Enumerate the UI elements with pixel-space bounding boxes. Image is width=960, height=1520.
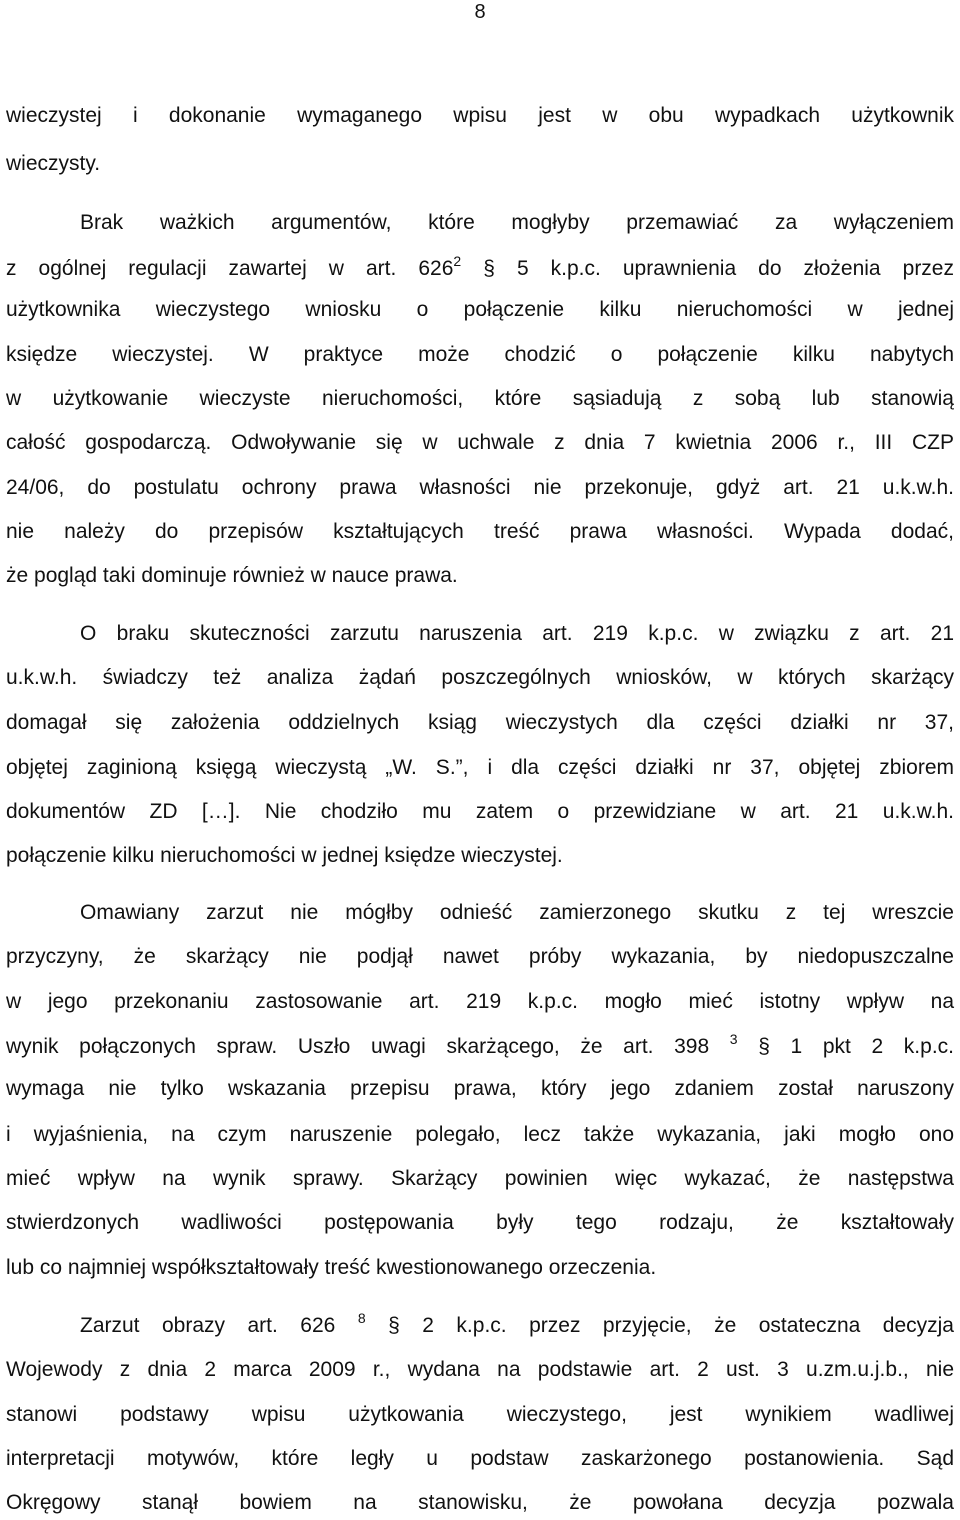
text-line: połączenie kilku nieruchomości w jednej księdze wieczystej.	[6, 844, 563, 867]
text-line: mieć wpływ na wynik sprawy. Skarżący powinien więc wykazać, że następstwa	[6, 1167, 954, 1190]
text-line-with-superscript	[6, 1031, 954, 1060]
text-line: lub co najmniej współkształtowały treść kwestionowanego orzeczenia.	[6, 1256, 657, 1279]
line-segment: z ogólnej regulacji zawartej w art. 626	[6, 257, 454, 280]
text-line: Brak ważkich argumentów, które mogłyby przemawiać za wyłączeniem	[80, 211, 954, 234]
text-line: interpretacji motywów, które legły u podstaw zaskarżonego postanowienia. Sąd	[6, 1447, 954, 1470]
text-line: nie należy do przepisów kształtujących treść prawa własności. Wypada dodać,	[6, 520, 954, 543]
text-line: 24/06, do postulatu ochrony prawa własności nie przekonuje, gdyż art. 21 u.k.w.h.	[6, 476, 954, 499]
text-line: objętej zaginioną księgą wieczystą „W. S.”, i dla części działki nr 37, objętej zbiorem	[6, 756, 954, 779]
superscript: 8	[357, 1310, 366, 1326]
text-line: księdze wieczystej. W praktyce może chodzić o połączenie kilku nabytych	[6, 343, 954, 366]
text-line: stwierdzonych wadliwości postępowania były tego rodzaju, że kształtowały	[6, 1211, 954, 1234]
text-line: przyczyny, że skarżący nie podjął nawet próby wykazania, by niedopuszczalne	[6, 945, 954, 968]
text-line: wymaga nie tylko wskazania przepisu prawa, który jego zdaniem został naruszony	[6, 1077, 954, 1100]
line-segment: Zarzut obrazy art. 626	[80, 1314, 336, 1337]
line-segment: § 1 pkt 2 k.p.c.	[758, 1035, 954, 1058]
text-line: i wyjaśnienia, na czym naruszenie polegało, lecz także wykazania, jaki mogło ono	[6, 1123, 954, 1146]
text-line: użytkownika wieczystego wniosku o połączenie kilku nieruchomości w jednej	[6, 298, 954, 321]
text-line: dokumentów ZD […]. Nie chodziło mu zatem o przewidziane w art. 21 u.k.w.h.	[6, 800, 954, 823]
text-line: w użytkowanie wieczyste nieruchomości, które sąsiadują z sobą lub stanowią	[6, 387, 954, 410]
line-segment: § 5 k.p.c. uprawnienia do złożenia przez	[483, 257, 954, 280]
text-line: Okręgowy stanął bowiem na stanowisku, że powołana decyzja pozwala	[6, 1491, 954, 1514]
superscript: 2	[453, 253, 462, 269]
text-line-with-superscript	[80, 1310, 954, 1339]
text-line: wieczystej i dokonanie wymaganego wpisu jest w obu wypadkach użytkownik	[6, 104, 954, 127]
text-line: Omawiany zarzut nie mógłby odnieść zamierzonego skutku z tej wreszcie	[80, 901, 954, 924]
text-line: O braku skuteczności zarzutu naruszenia art. 219 k.p.c. w związku z art. 21	[80, 622, 954, 645]
text-line: stanowi podstawy wpisu użytkowania wieczystego, jest wynikiem wadliwej	[6, 1403, 954, 1426]
text-line: Wojewody z dnia 2 marca 2009 r., wydana na podstawie art. 2 ust. 3 u.zm.u.j.b., nie	[6, 1358, 954, 1381]
text-line: w jego przekonaniu zastosowanie art. 219 k.p.c. mogło mieć istotny wpływ na	[6, 990, 954, 1013]
line-segment: § 2 k.p.c. przez przyjęcie, że ostateczna decyzja	[388, 1314, 954, 1337]
page-number: 8	[474, 1, 486, 23]
text-line: u.k.w.h. świadczy też analiza żądań poszczególnych wniosków, w których skarżący	[6, 666, 954, 689]
text-line: wieczysty.	[6, 152, 101, 175]
text-line: całość gospodarczą. Odwoływanie się w uchwale z dnia 7 kwietnia 2006 r., III CZP	[6, 431, 954, 454]
text-line-with-superscript	[6, 253, 954, 282]
text-line: że pogląd taki dominuje również w nauce prawa.	[6, 564, 458, 587]
text-line: domagał się założenia oddzielnych ksiąg wieczystych dla części działki nr 37,	[6, 711, 954, 734]
superscript: 3	[729, 1031, 738, 1047]
line-segment: wynik połączonych spraw. Uszło uwagi skarżącego, że art. 398	[6, 1035, 710, 1058]
